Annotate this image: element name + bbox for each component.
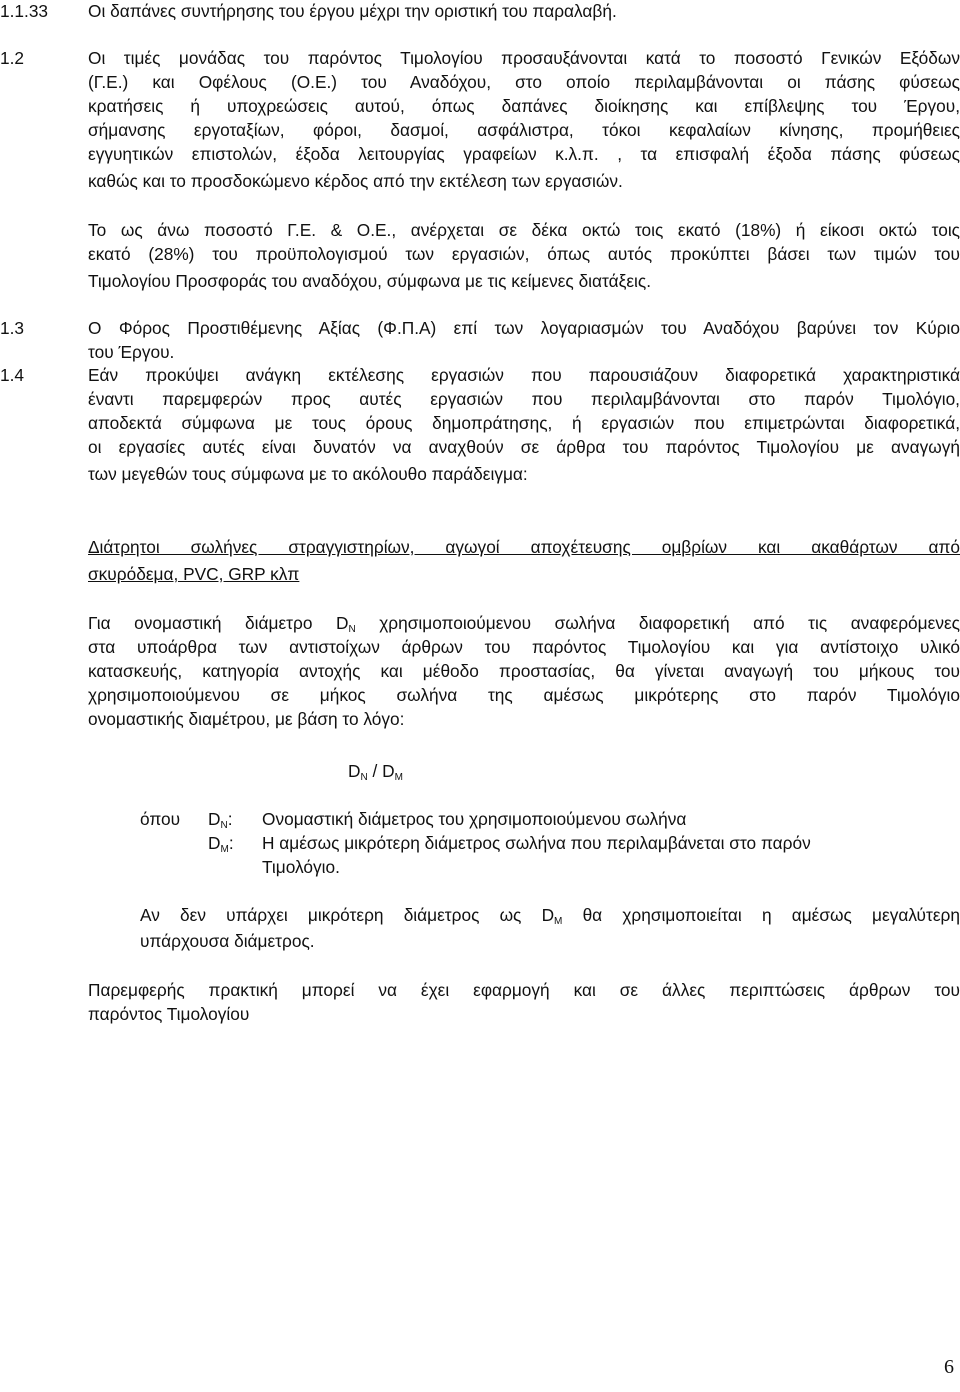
clause-number: 1.1.33 bbox=[0, 1, 49, 21]
example-heading: σκυρόδεμα, PVC, GRP κλπ bbox=[88, 564, 300, 584]
paragraph-line: Το ως άνω ποσοστό Γ.Ε. & Ο.Ε., ανέρχεται σε δέκα οκτώ τοις εκατό (18%) ή είκοσι οκτώ τοις bbox=[88, 220, 960, 240]
paragraph-line: καθώς και το προσδοκώμενο κέρδος από την εκτέλεση των εργασιών. bbox=[88, 171, 623, 191]
paragraph-line: χρησιμοποιούμενου σε μήκος σωλήνα της αμέσως μικρότερης στο παρόν Τιμολόγιο bbox=[88, 685, 960, 705]
paragraph-line: Τιμολογίου Προσφοράς του αναδόχου, σύμφωνα με τις κείμενες διατάξεις. bbox=[88, 271, 651, 291]
example-heading: Διάτρητοι σωλήνες στραγγιστηρίων, αγωγοί αποχέτευσης ομβρίων και ακαθάρτων από bbox=[88, 537, 960, 557]
ratio-formula: $D_N / D_M$ bbox=[348, 761, 403, 783]
paragraph-line: υπάρχουσα διάμετρος. bbox=[140, 931, 315, 951]
paragraph-line: έναντι παρεμφερών προς αυτές εργασιών που περιλαμβάνονται στο παρόν Τιμολόγιο, bbox=[88, 389, 960, 409]
where-label: όπου bbox=[140, 809, 181, 829]
paragraph-line: Εάν προκύψει ανάγκη εκτέλεσης εργασιών που παρουσιάζουν διαφορετικά χαρακτηριστικά bbox=[88, 365, 960, 385]
page-number: 6 bbox=[944, 1356, 954, 1378]
symbol-dn-description: Ονομαστική διάμετρος του χρησιμοποιούμενου σωλήνα bbox=[262, 809, 687, 829]
symbol-dm: $D_M$: bbox=[208, 833, 234, 855]
symbol-dn: $D_N$: bbox=[208, 809, 233, 831]
paragraph-line: κατασκευής, κατηγορία αντοχής και μέθοδο προστασίας, θα γίνεται αναγωγή του μήκους του bbox=[88, 661, 960, 681]
paragraph-line: ονομαστικής διαμέτρου, με βάση το λόγο: bbox=[88, 709, 405, 729]
paragraph-line: αποδεκτά σύμφωνα με τους όρους δημοπράτησης, ή εργασιών που επιμετρώνται διαφορετικά, bbox=[88, 413, 960, 433]
clause-number: 1.3 bbox=[0, 318, 25, 338]
paragraph-line: σήμανσης εργοταξίων, φόροι, δασμοί, ασφάλιστρα, τόκοι κεφαλαίων κίνησης, προμήθειες bbox=[88, 120, 960, 140]
paragraph-line: εκατό (28%) του προϋπολογισμού των εργασιών, όπως αυτός προκύπτει βάσει των τιμών του bbox=[88, 244, 960, 264]
clause-number: 1.4 bbox=[0, 365, 25, 385]
paragraph-line: των μεγεθών τους σύμφωνα με το ακόλουθο παράδειγμα: bbox=[88, 464, 528, 484]
symbol-dm-description: Τιμολόγιο. bbox=[262, 857, 340, 877]
symbol-dm-description: Η αμέσως μικρότερη διάμετρος σωλήνα που περιλαμβάνεται στο παρόν bbox=[262, 833, 811, 853]
paragraph-line: Παρεμφερής πρακτική μπορεί να έχει εφαρμογή και σε άλλες περιπτώσεις άρθρων του bbox=[88, 980, 960, 1000]
paragraph-line: Οι τιμές μονάδας του παρόντος Τιμολογίου προσαυξάνονται κατά το ποσοστό Γενικών Εξόδων bbox=[88, 48, 960, 68]
paragraph-line: στα υποάρθρα των αντιστοίχων άρθρων του παρόντος Τιμολογίου και για αντίστοιχο υλικό bbox=[88, 637, 960, 657]
paragraph-line: οι εργασίες αυτές είναι δυνατόν να αναχθούν σε άρθρα του παρόντος Τιμολογίου με αναγωγή bbox=[88, 437, 960, 457]
paragraph-line: (Γ.Ε.) και Οφέλους (Ο.Ε.) του Αναδόχου, στο οποίο περιλαμβάνονται οι πάσης φύσεως bbox=[88, 72, 960, 92]
paragraph-line: παρόντος Τιμολογίου bbox=[88, 1004, 250, 1024]
paragraph-line: Για ονομαστική διάμετρο $D_N$ χρησιμοποιούμενου σωλήνα διαφορετική από τις αναφερόμενες bbox=[88, 613, 960, 635]
paragraph-line: κρατήσεις ή υποχρεώσεις αυτού, όπως δαπάνες διοίκησης και επίβλεψης του Έργου, bbox=[88, 96, 960, 116]
clause-text: Οι δαπάνες συντήρησης του έργου μέχρι την οριστική του παραλαβή. bbox=[88, 1, 617, 21]
paragraph-line: εγγυητικών επιστολών, έξοδα λειτουργίας γραφείων κ.λ.π. , τα επισφαλή έξοδα πάσης φύσεως bbox=[88, 144, 960, 164]
paragraph-line: Αν δεν υπάρχει μικρότερη διάμετρος ως $D_M$ θα χρησιμοποιείται η αμέσως μεγαλύτερη bbox=[140, 905, 960, 927]
clause-number: 1.2 bbox=[0, 48, 25, 68]
paragraph-line: Ο Φόρος Προστιθέμενης Αξίας (Φ.Π.Α) επί των λογαριασμών του Αναδόχου βαρύνει τον Κύριο bbox=[88, 318, 960, 338]
paragraph-line: του Έργου. bbox=[88, 342, 175, 362]
